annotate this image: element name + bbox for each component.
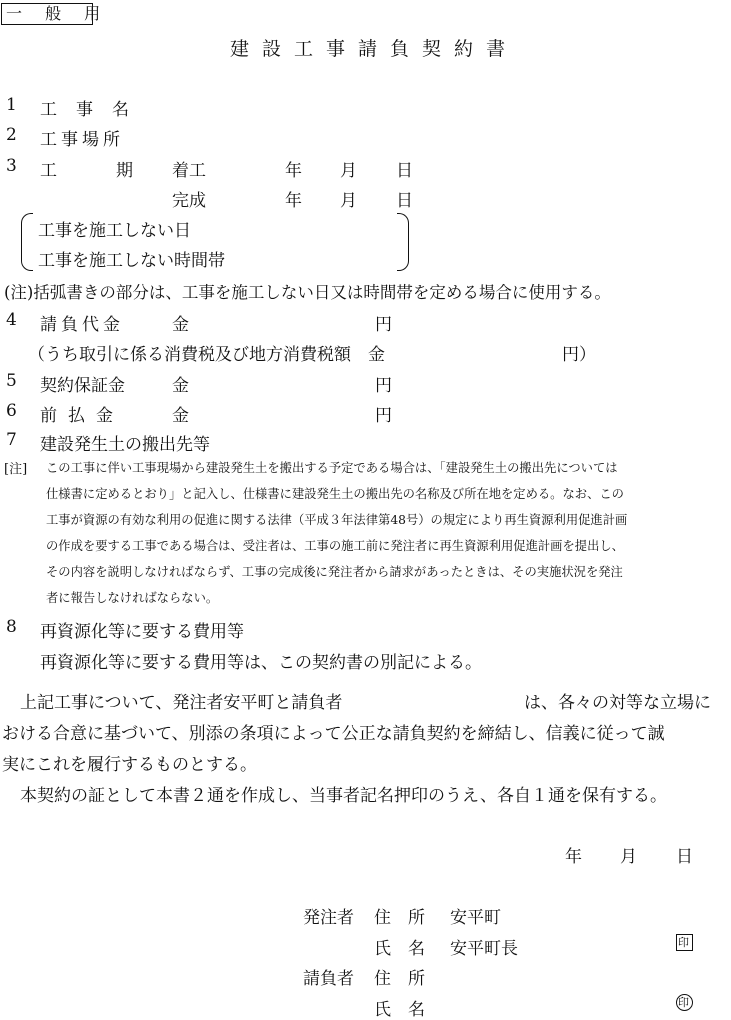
item-4-tax-yen: 円） [562, 345, 596, 365]
contractor-seal-glyph: 印 [678, 996, 689, 1009]
item-1-number: 1 [6, 95, 17, 115]
item-7-note-line: その内容を説明しなければならず、工事の完成後に発注者から請求があったときは、その実施状況を発注 [46, 565, 623, 579]
body-line-2: おける合意に基づいて、別添の条項によって公正な請負契約を締結し、信義に従って誠 [2, 724, 665, 744]
document-title: 建設工事請負契約書 [230, 38, 519, 60]
item-7-note-line: 者に報告しなければならない。 [46, 591, 219, 605]
item-8-label: 再資源化等に要する費用等 [40, 622, 244, 642]
item-6-number: 6 [6, 401, 17, 421]
item-7-note-line: 仕様書に定めるとおり」と記入し、仕様書に建設発生土の搬出先の名称及び所在地を定める。なお、この [46, 487, 624, 501]
finish-day: 日 [396, 191, 413, 211]
start-month: 月 [340, 161, 357, 181]
bracket-note: (注)括弧書きの部分は、工事を施工しない日又は時間帯を定める場合に使用する。 [4, 283, 611, 302]
item-4-number: 4 [6, 310, 17, 330]
orderer-name-value: 安平町長 [450, 939, 518, 959]
item-5-label: 契約保証金 [40, 376, 125, 396]
date-month: 月 [620, 847, 637, 867]
right-bracket [397, 213, 409, 271]
orderer-label: 発注者 [303, 908, 354, 928]
item-3-label-a: 工 [40, 161, 57, 181]
finish-year: 年 [285, 191, 302, 211]
item-4-tax-line: （うち取引に係る消費税及び地方消費税額 金 [28, 345, 385, 365]
item-6-kin: 金 [172, 406, 189, 426]
start-day: 日 [396, 161, 413, 181]
item-6-yen: 円 [375, 406, 392, 426]
contractor-label: 請負者 [303, 969, 354, 989]
finish-month: 月 [340, 191, 357, 211]
item-2-number: 2 [6, 125, 17, 145]
date-year: 年 [565, 847, 582, 867]
item-7-note-line: の作成を要する工事である場合は、受注者は、工事の施工前に発注者に再生資源利用促進計画を提出し、 [46, 539, 624, 553]
item-7-label: 建設発生土の搬出先等 [40, 435, 210, 455]
bracket-line-1: 工事を施工しない日 [38, 221, 191, 241]
contractor-name-label: 氏 名 [374, 1000, 425, 1020]
item-7-note-line: 工事が資源の有効な利用の促進に関する法律（平成３年法律第48号）の規定により再生資源利用促進計画 [46, 513, 628, 527]
item-2-label: 工事場所 [40, 130, 124, 150]
item-7-number: 7 [6, 430, 17, 450]
left-bracket [21, 213, 33, 271]
finish-label: 完成 [172, 191, 206, 211]
item-3-number: 3 [6, 156, 17, 176]
body-line-1b: は、各々の対等な立場に [524, 693, 711, 713]
orderer-address-label: 住 所 [374, 908, 425, 928]
start-label: 着工 [172, 161, 206, 181]
item-6-label: 前払金 [40, 406, 124, 426]
orderer-name-label: 氏 名 [374, 939, 425, 959]
start-year: 年 [285, 161, 302, 181]
document-type-badge: 一 般 用 [1, 3, 93, 25]
body-line-3: 実にこれを履行するものとする。 [2, 755, 257, 775]
item-8-text: 再資源化等に要する費用等は、この契約書の別記による。 [40, 653, 482, 673]
item-5-yen: 円 [375, 376, 392, 396]
item-7-note-line: この工事に伴い工事現場から建設発生土を搬出する予定である場合は、「建設発生土の搬出先については [46, 461, 618, 475]
item-4-label: 請負代金 [40, 315, 124, 335]
contractor-address-label: 住 所 [374, 969, 425, 989]
date-day: 日 [676, 847, 693, 867]
item-8-number: 8 [6, 617, 17, 637]
item-4-yen: 円 [375, 315, 392, 335]
bracket-line-2: 工事を施工しない時間帯 [38, 251, 225, 271]
body-line-1a: 上記工事について、発注者安平町と請負者 [20, 693, 343, 713]
orderer-address-value: 安平町 [450, 908, 501, 928]
item-4-kin: 金 [172, 315, 189, 335]
official-seal-glyph: 印 [678, 936, 689, 949]
item-1-label: 工 事 名 [40, 100, 130, 120]
item-3-label-b: 期 [116, 161, 133, 181]
item-5-kin: 金 [172, 376, 189, 396]
item-5-number: 5 [6, 371, 17, 391]
item-7-note-tag: [注] [4, 462, 28, 477]
body-line-4: 本契約の証として本書２通を作成し、当事者記名押印のうえ、各自１通を保有する。 [20, 786, 668, 806]
